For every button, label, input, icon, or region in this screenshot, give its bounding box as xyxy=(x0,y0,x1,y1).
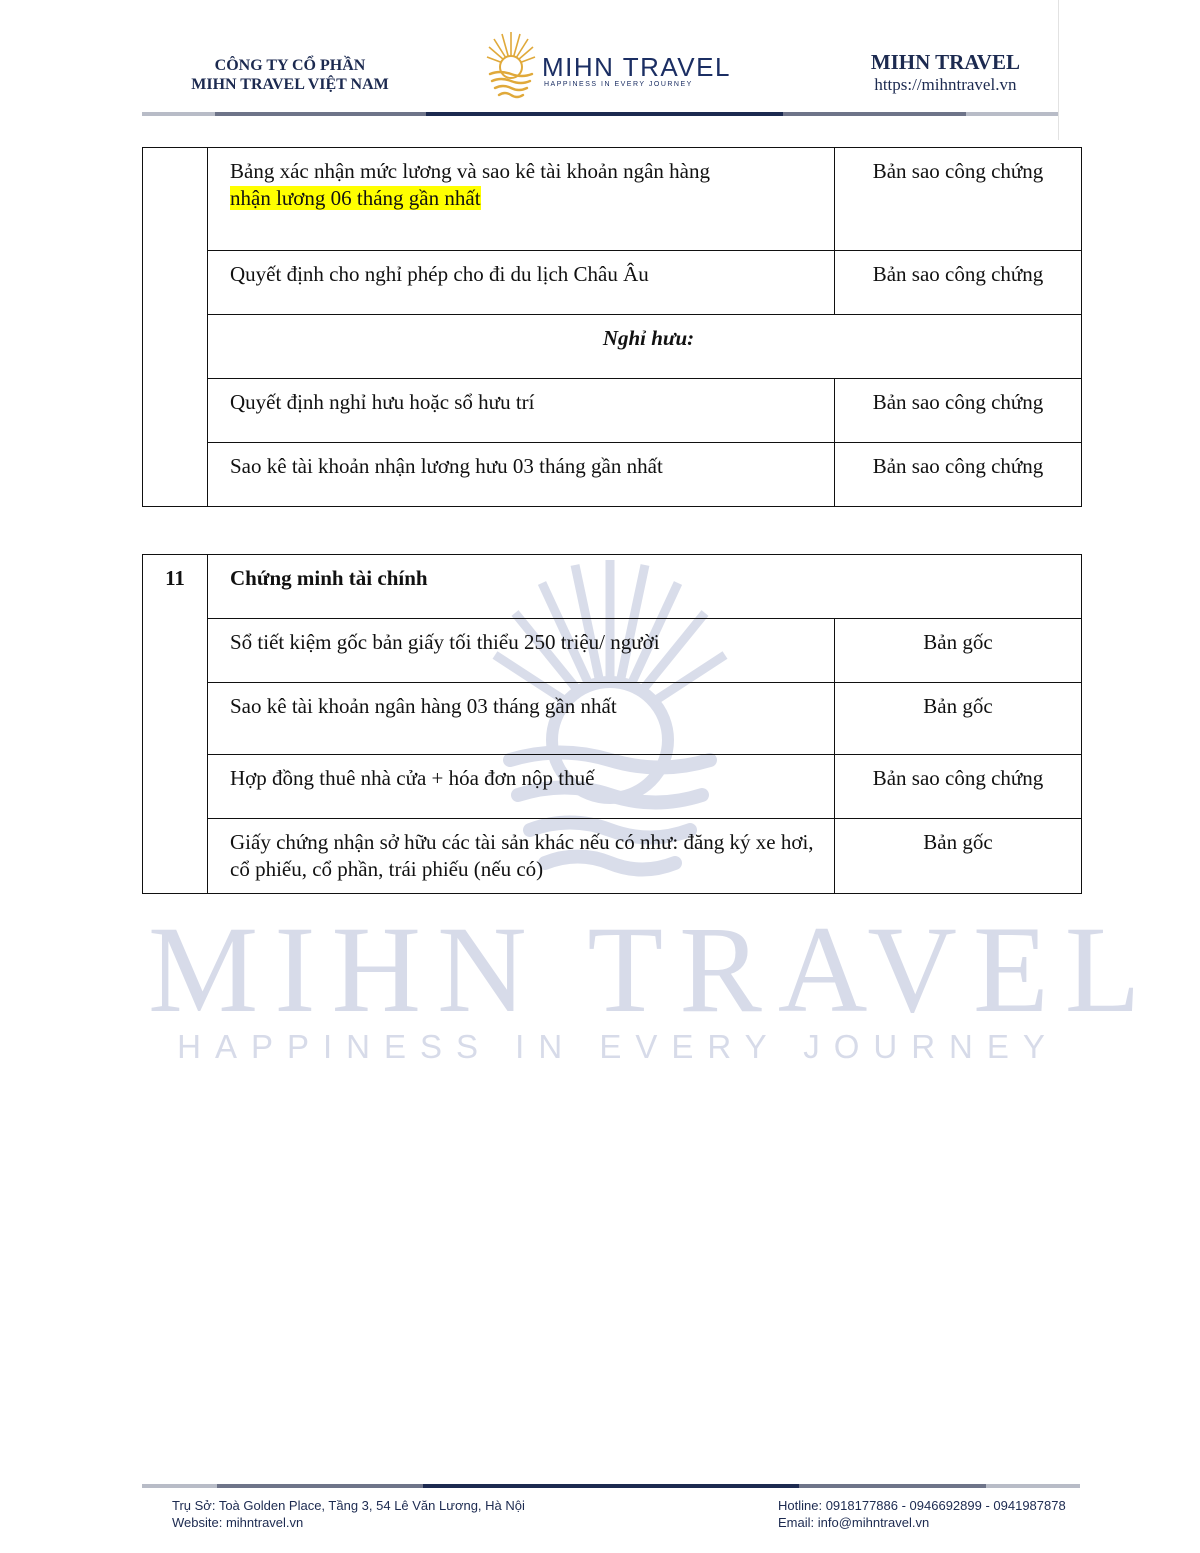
company-name xyxy=(160,56,420,94)
row-number-cell xyxy=(143,148,208,507)
description-cell: Giấy chứng nhận sở hữu các tài sản khác nếu có như: đăng ký xe hơi, cổ phiếu, cổ phần, trái phiếu (nếu có) xyxy=(208,819,835,894)
footer-website[interactable]: Website: mihntravel.vn xyxy=(172,1515,304,1530)
document-type-cell: Bản gốc xyxy=(835,683,1082,755)
brand-name: MIHN TRAVEL xyxy=(870,50,1020,74)
table-header-row xyxy=(143,555,1082,619)
header-divider xyxy=(142,112,1058,116)
footer-hotline: Hotline: 0918177886 - 0946692899 - 0941987878 xyxy=(778,1498,1066,1513)
website-link[interactable]: https://mihntravel.vn xyxy=(874,75,1017,94)
table-row xyxy=(143,379,1082,443)
section-heading: Nghỉ hưu: xyxy=(208,315,1082,379)
company-line-2: MIHN TRAVEL VIỆT NAM xyxy=(191,76,389,93)
sun-logo-icon xyxy=(486,30,536,102)
watermark-tagline: HAPPINESS IN EVERY JOURNEY xyxy=(177,1028,1059,1065)
table-row xyxy=(143,443,1082,507)
document-type-cell: Bản sao công chứng xyxy=(835,379,1082,443)
section-row xyxy=(143,315,1082,379)
table-row xyxy=(143,148,1082,251)
document-type-cell: Bản sao công chứng xyxy=(835,443,1082,507)
footer-divider xyxy=(142,1484,1080,1488)
document-type-cell: Bản gốc xyxy=(835,619,1082,683)
financial-proof-table xyxy=(142,554,1082,894)
description-cell: Hợp đồng thuê nhà cửa + hóa đơn nộp thuế xyxy=(208,755,835,819)
description-cell: Quyết định nghỉ hưu hoặc sổ hưu trí xyxy=(208,379,835,443)
footer-left xyxy=(172,1497,525,1531)
table-row xyxy=(143,619,1082,683)
row-number: 11 xyxy=(143,555,208,894)
highlighted-text: nhận lương 06 tháng gần nhất xyxy=(230,186,481,210)
description-text: Bảng xác nhận mức lương và sao kê tài khoản ngân hàng xyxy=(230,159,710,183)
table-row xyxy=(143,819,1082,894)
header-brand-block xyxy=(871,50,1020,96)
document-type-cell: Bản sao công chứng xyxy=(835,251,1082,315)
logo-tagline: HAPPINESS IN EVERY JOURNEY xyxy=(544,81,693,88)
document-type-cell: Bản sao công chứng xyxy=(835,755,1082,819)
section-title: Chứng minh tài chính xyxy=(208,555,1082,619)
requirements-table-continued xyxy=(142,147,1082,507)
logo-name: MIHN TRAVEL xyxy=(542,52,731,82)
footer-right xyxy=(778,1497,1066,1531)
company-line-1: CÔNG TY CỔ PHẦN xyxy=(214,57,366,74)
description-cell: Sao kê tài khoản nhận lương hưu 03 tháng gần nhất xyxy=(208,443,835,507)
description-cell: Sổ tiết kiệm gốc bản giấy tối thiểu 250 triệu/ người xyxy=(208,619,835,683)
page-edge-line xyxy=(1058,0,1059,140)
footer-address: Trụ Sở: Toà Golden Place, Tầng 3, 54 Lê Văn Lương, Hà Nội xyxy=(172,1498,525,1513)
description-cell: Sao kê tài khoản ngân hàng 03 tháng gần nhất xyxy=(208,683,835,755)
table-row xyxy=(143,251,1082,315)
footer-email[interactable]: Email: info@mihntravel.vn xyxy=(778,1515,930,1530)
table-row xyxy=(143,683,1082,755)
description-cell xyxy=(208,148,835,251)
header-logo xyxy=(486,30,746,102)
document-type-cell: Bản sao công chứng xyxy=(835,148,1082,251)
description-cell: Quyết định cho nghỉ phép cho đi du lịch Châu Âu xyxy=(208,251,835,315)
table-row xyxy=(143,755,1082,819)
watermark-name: MIHN TRAVEL xyxy=(148,901,1157,1038)
document-type-cell: Bản gốc xyxy=(835,819,1082,894)
